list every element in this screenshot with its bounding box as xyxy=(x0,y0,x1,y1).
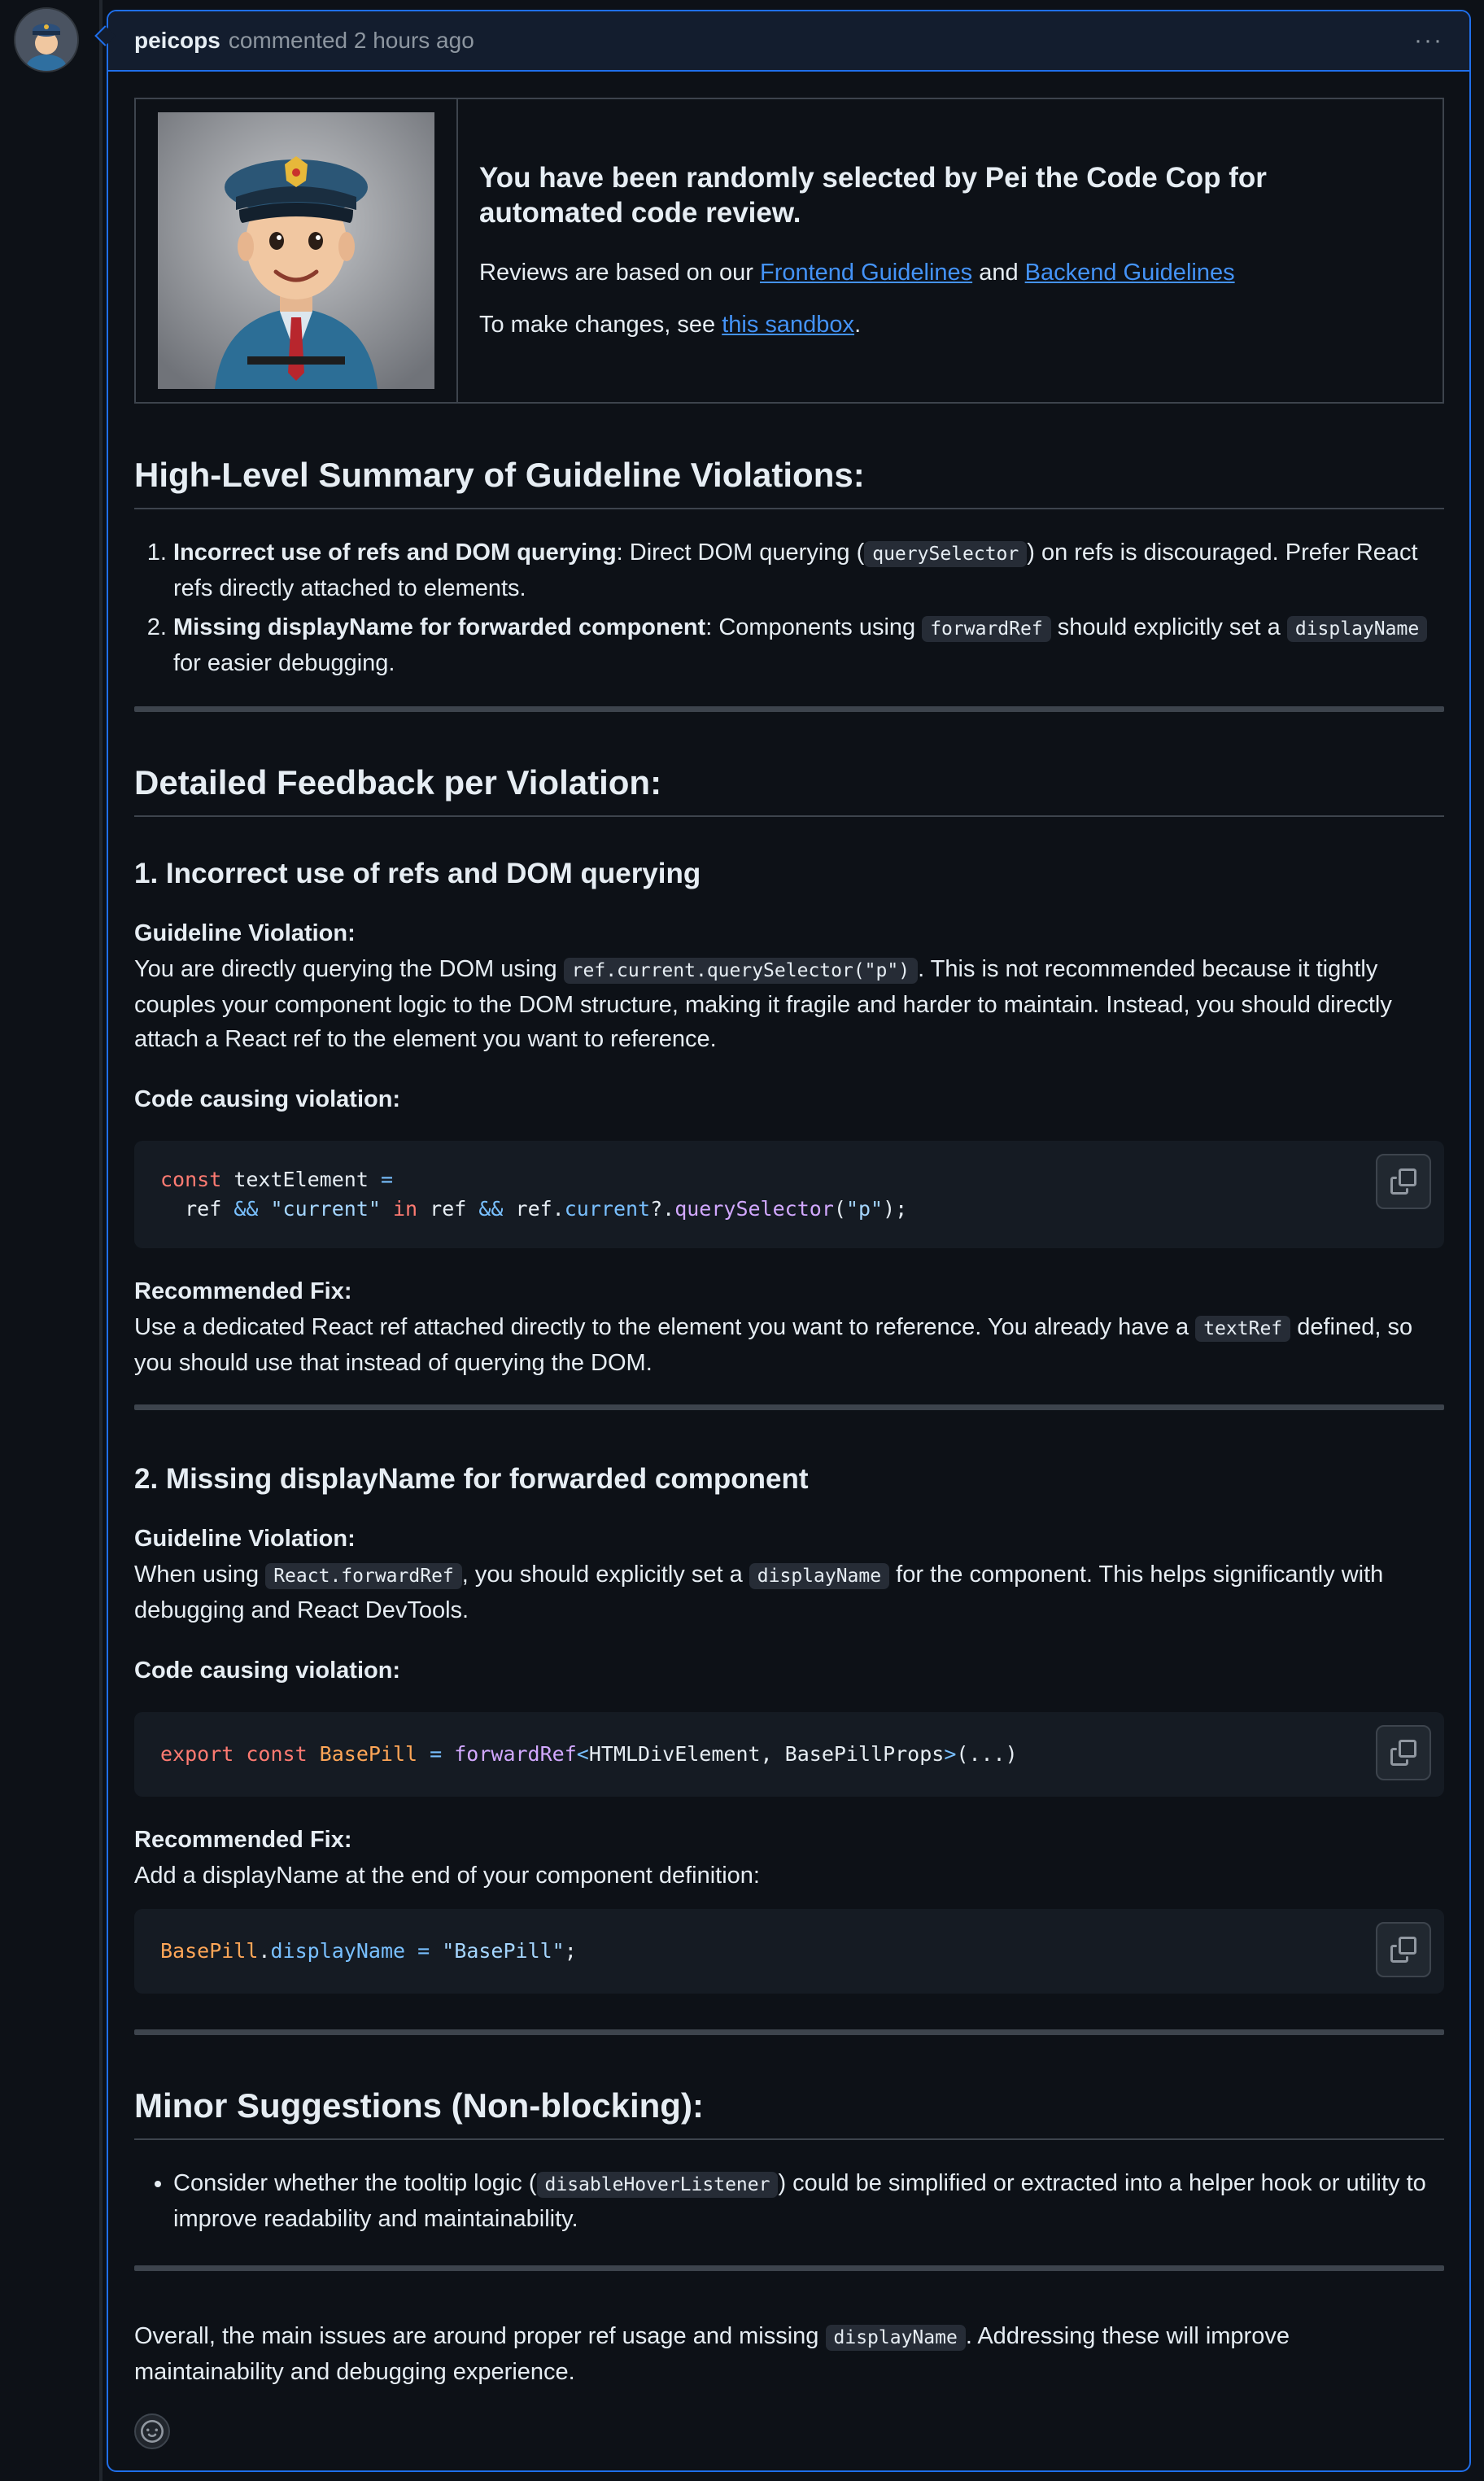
section-divider xyxy=(134,2029,1444,2035)
copy-button[interactable] xyxy=(1376,1725,1431,1780)
inline-code: querySelector xyxy=(864,541,1027,567)
summary-heading: High-Level Summary of Guideline Violations: xyxy=(134,456,865,494)
minor-rule xyxy=(134,2138,1444,2140)
minor-item-post: ) could be simplified or extracted into a helper hook or utility to improve readability and maintainability. xyxy=(173,2170,1426,2232)
summary-item-1 xyxy=(173,535,1451,605)
code-token: && xyxy=(234,1197,259,1221)
code-token: ?. xyxy=(650,1197,675,1221)
timeline-line xyxy=(99,0,103,2481)
v2-guideline-label: Guideline Violation: xyxy=(134,1526,356,1552)
violation-1-heading: 1. Incorrect use of refs and DOM querying xyxy=(134,858,701,889)
v2-code-block xyxy=(134,1712,1444,1797)
and-text: and xyxy=(972,260,1025,286)
code-token: export xyxy=(160,1742,234,1766)
code-token: (...) xyxy=(956,1742,1018,1766)
v1-fix-pre: Use a dedicated React ref attached directly to the element you want to reference. You already have a xyxy=(134,1314,1196,1340)
copy-button[interactable] xyxy=(1376,1922,1431,1977)
code-line xyxy=(160,1740,1418,1769)
code-token: "p" xyxy=(845,1197,884,1221)
code-token: ); xyxy=(883,1197,908,1221)
v1-fix-label: Recommended Fix: xyxy=(134,1278,352,1304)
inline-code: displayName xyxy=(1287,616,1427,642)
copy-icon xyxy=(1390,1168,1416,1195)
v2-gv-mid: , you should explicitly set a xyxy=(461,1562,749,1588)
changes-line xyxy=(479,308,1415,341)
code-token: BasePill xyxy=(160,1939,259,1963)
v1-gv-pre: You are directly querying the DOM using xyxy=(134,956,564,982)
detailed-heading: Detailed Feedback per Violation: xyxy=(134,763,662,802)
code-token: displayName xyxy=(270,1939,406,1963)
minor-item xyxy=(173,2166,1451,2236)
inline-code: React.forwardRef xyxy=(265,1563,462,1589)
v1-gv-post: . This is not recommended because it tightly couples your component logic to the DOM structure, making it fragile and harder to maintain. Instead, you should directly attach a React ref to the element you want to reference. xyxy=(134,956,1392,1052)
violation-2-heading: 2. Missing displayName for forwarded component xyxy=(134,1463,809,1495)
minor-item-pre: Consider whether the tooltip logic ( xyxy=(173,2170,537,2196)
summary-item-title: Incorrect use of refs and DOM querying xyxy=(173,539,617,566)
summary-list xyxy=(134,535,1451,685)
code-token: . xyxy=(258,1939,271,1963)
code-line xyxy=(160,1195,1418,1224)
summary-item-title: Missing displayName for forwarded component xyxy=(173,614,706,640)
code-cop-image xyxy=(158,112,434,389)
v1-code-block xyxy=(134,1141,1444,1248)
minor-heading: Minor Suggestions (Non-blocking): xyxy=(134,2086,704,2125)
minor-list xyxy=(134,2166,1451,2241)
code-token: > xyxy=(944,1742,957,1766)
kebab-horizontal-icon[interactable]: ··· xyxy=(1414,27,1443,54)
code-token: && xyxy=(478,1197,504,1221)
inline-code: forwardRef xyxy=(922,616,1050,642)
detailed-rule xyxy=(134,815,1444,817)
v1-guideline-text xyxy=(134,952,1444,1056)
code-token: ref xyxy=(417,1197,479,1221)
code-token: ; xyxy=(564,1939,577,1963)
banner-image-cell xyxy=(136,99,458,402)
v2-guideline-text xyxy=(134,1557,1444,1627)
code-line xyxy=(160,1937,1418,1966)
overall-post: . Addressing these will improve maintainability and debugging experience. xyxy=(134,2323,1290,2385)
banner-title: You have been randomly selected by Pei the Code Cop for automated code review. xyxy=(479,162,1267,229)
code-cop-banner xyxy=(134,98,1444,404)
inline-code: displayName xyxy=(826,2325,966,2351)
copy-button[interactable] xyxy=(1376,1154,1431,1209)
inline-code: textRef xyxy=(1195,1316,1290,1342)
copy-icon xyxy=(1390,1740,1416,1766)
code-token: "current" xyxy=(258,1197,381,1221)
inline-code: displayName xyxy=(749,1563,889,1589)
changes-suffix: . xyxy=(854,312,862,338)
v1-guideline-label: Guideline Violation: xyxy=(134,920,356,946)
summary-item-text: for easier debugging. xyxy=(173,650,395,676)
code-token: querySelector xyxy=(674,1197,834,1221)
code-token: textElement xyxy=(221,1168,381,1191)
code-token: = xyxy=(405,1939,430,1963)
add-reaction-button[interactable] xyxy=(134,2413,170,2449)
overall-pre: Overall, the main issues are around proper ref usage and missing xyxy=(134,2323,826,2349)
code-token: = xyxy=(380,1168,393,1191)
sandbox-link[interactable]: this sandbox xyxy=(722,312,855,338)
v2-fix-code-block xyxy=(134,1909,1444,1994)
v1-code-label: Code causing violation: xyxy=(134,1086,401,1112)
v2-code-label: Code causing violation: xyxy=(134,1658,401,1684)
code-token: current xyxy=(564,1197,651,1221)
code-token: = xyxy=(417,1742,443,1766)
code-token: const xyxy=(160,1168,222,1191)
code-token: in xyxy=(380,1197,418,1221)
code-line xyxy=(160,1165,1418,1195)
summary-item-text: : Components using xyxy=(705,614,923,640)
summary-item-text: should explicitly set a xyxy=(1050,614,1287,640)
section-divider xyxy=(134,2265,1444,2271)
smiley-icon xyxy=(141,2420,164,2443)
code-token: const xyxy=(234,1742,308,1766)
section-divider xyxy=(134,706,1444,712)
section-divider xyxy=(134,1404,1444,1410)
reviews-prefix: Reviews are based on our xyxy=(479,260,760,286)
inline-code: disableHoverListener xyxy=(537,2172,779,2198)
changes-prefix: To make changes, see xyxy=(479,312,722,338)
code-token: ( xyxy=(833,1197,846,1221)
code-token: BasePill xyxy=(307,1742,418,1766)
overall-text xyxy=(134,2319,1444,2389)
backend-guidelines-link[interactable]: Backend Guidelines xyxy=(1024,260,1235,286)
v1-fix-text xyxy=(134,1310,1444,1380)
comment-card xyxy=(107,10,1471,2472)
summary-item-text: : Direct DOM querying ( xyxy=(616,539,865,566)
code-token: forwardRef xyxy=(442,1742,577,1766)
author-name[interactable]: peicops xyxy=(134,28,220,53)
frontend-guidelines-link[interactable]: Frontend Guidelines xyxy=(759,260,973,286)
code-token: ref xyxy=(160,1197,234,1221)
v2-fix-label: Recommended Fix: xyxy=(134,1827,352,1853)
banner-text xyxy=(458,99,1436,402)
summary-item-text: ) on refs is discouraged. Prefer React refs directly attached to elements. xyxy=(173,539,1418,601)
copy-icon xyxy=(1390,1937,1416,1963)
code-token: "BasePill" xyxy=(430,1939,565,1963)
v1-fix-post: defined, so you should use that instead of querying the DOM. xyxy=(134,1314,1413,1376)
reviews-line xyxy=(479,256,1415,289)
comment-timestamp[interactable]: commented 2 hours ago xyxy=(228,28,474,53)
v2-gv-pre: When using xyxy=(134,1562,266,1588)
code-token: < xyxy=(576,1742,589,1766)
comment-header xyxy=(108,11,1469,72)
code-token: ref. xyxy=(503,1197,565,1221)
v2-gv-post: for the component. This helps significantly with debugging and React DevTools. xyxy=(134,1562,1384,1623)
v2-fix-text: Add a displayName at the end of your component definition: xyxy=(134,1863,760,1889)
inline-code: ref.current.querySelector("p") xyxy=(564,958,918,984)
author-avatar[interactable] xyxy=(14,7,79,72)
code-token: HTMLDivElement, BasePillProps xyxy=(588,1742,945,1766)
summary-item-2 xyxy=(173,610,1451,680)
summary-rule xyxy=(134,508,1444,509)
